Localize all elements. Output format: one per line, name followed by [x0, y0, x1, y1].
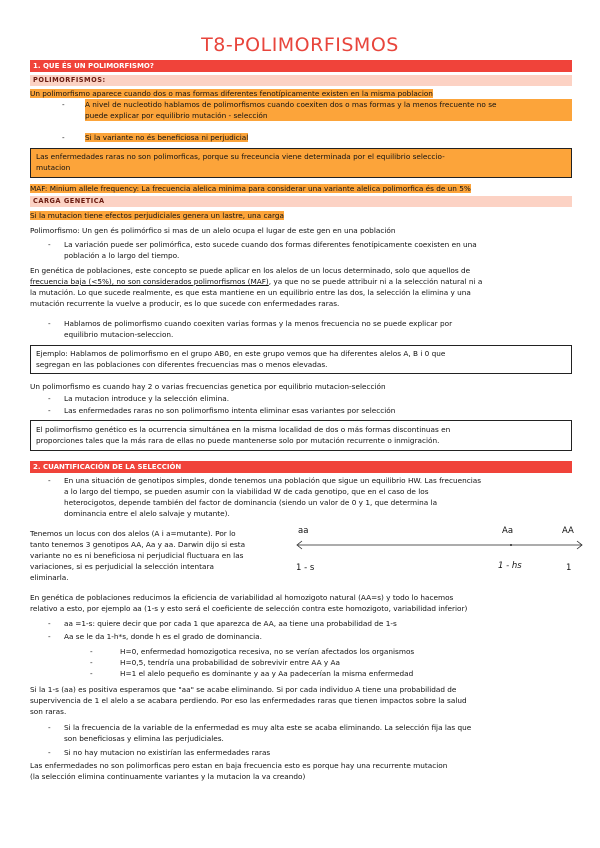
bullet-dash: -: [48, 619, 51, 628]
section-header-cuantificacion: 2. CUANTIFICACIÓN DE LA SELECCIÓN: [30, 461, 572, 473]
paragraph-recurrente-mutacion: Las enfermedades no son polimorficas pero estan en baja frecuencia esto es porque hay una recurrente mutacion (la selección elimina continuamente variantes y la mutacion la va creando): [30, 761, 448, 781]
bullet-sin-mutacion: Si no hay mutacion no existirían las enfermedades raras: [64, 748, 271, 757]
bullet-dash: -: [48, 723, 51, 732]
bullet-dash: -: [48, 632, 51, 641]
paragraph-eliminacion-aa: Si la 1-s (aa) es positiva esperamos que "aa" se acabe eliminando. Si por cada individuo A tiene una probabilidad de supervivencia de 1 el alelo a se acabara perdiendo. Por eso las enfermedades raras que tienen impactos sobre la salud son raras.: [30, 685, 467, 716]
bullet-dash: -: [62, 100, 65, 109]
paragraph-definicion: Un polimorfismo aparece cuando dos o mas formas diferentes fenotípicamente existen en la misma poblacion: [30, 89, 433, 98]
bullet-dash: -: [48, 240, 51, 249]
subbullet-h1: H=1 el alelo pequeño es dominante y aa y Aa padecerían la misma enfermedad: [120, 669, 414, 678]
bullet-dash: -: [48, 394, 51, 403]
paragraph-equilibrio: Un polimorfismo es cuando hay 2 o varias frecuencias genetica por equilibrio mutacion-selección: [30, 382, 386, 391]
paragraph-polimorfismo-gen: Polimorfismo: Un gen és polimórfico si mas de un alelo ocupa el lugar de este gen en una población: [30, 226, 396, 235]
fitness-value-AA: 1: [566, 563, 572, 573]
paragraph-eficiencia-variabilidad: En genética de poblaciones reducimos la eficiencia de variabilidad al homozigoto natural (AA=s) y todo lo hacemos relativo a esto, por ejemplo aa (1-s y esto será el coeficiente de selección contra este homozigoto, variabilidad inferior): [30, 593, 468, 613]
genotype-label-Aa: Aa: [502, 526, 514, 536]
bullet-dash: -: [90, 658, 93, 667]
bullet-dash: -: [48, 406, 51, 415]
bullet-dash: -: [62, 133, 65, 142]
bullet-genotipos-simples: En una situación de genotipos simples, donde tenemos una población que sigue un equilibrio HW. Las frecuencias a lo largo del tiempo, se pueden asumir con la viabilidad W de cada genotipo, que en el caso de los heterocigotos, depende también del factor de dominancia (siendo un valor de 0 y 1, que determina la dominancia entre el alelo salvaje y mutante).: [64, 476, 482, 518]
subbullet-h0: H=0, enfermedad homozigotica recesiva, no se verían afectados los organismos: [120, 647, 415, 656]
subheader-carga-genetica: CARGA GENETICA: [30, 196, 572, 207]
bullet-dash: -: [48, 748, 51, 757]
paragraph-locus-alelos: Tenemos un locus con dos alelos (A i a=mutante). Por lo tanto tenemos 3 genotipos AA, Aa y aa. Darwin dijo si esta variante no es ni beneficiosa ni perjudicial fluctuara en las variaciones, si es perjudicial la selección intentara eliminarla.: [30, 529, 246, 582]
bullet-coexisten: Hablamos de polimorfismo cuando coexiten varias formas y la menos frecuencia no se puede explicar por equilibrio mutacion-seleccion.: [64, 319, 453, 339]
bullet-dash: -: [90, 647, 93, 656]
bullet-mutacion-introduce: La mutacion introduce y la selección elimina.: [64, 394, 230, 403]
fitness-value-aa: 1 - s: [296, 563, 315, 573]
genotype-label-AA: AA: [562, 526, 574, 536]
fitness-axis-arrow: [292, 538, 587, 552]
fitness-value-Aa: 1 - hs: [498, 561, 522, 571]
paragraph-genetica-poblaciones: En genética de poblaciones, este concepto se puede aplicar en los alelos de un locus determinado, solo que aquellos de frecuencia baja (<5%), no son considerados polimorfismos (MAF), ya que no se puede attribuir ni a la selección natural ni a la mutación. Lo que sucede realmente, es que esta mantiene en un equilibrio entre las dos, la selección la elimina y una mutación recurrente la vuelve a producir, es lo que sucede con enfermedades raras.: [30, 266, 483, 308]
note-box-enfermedades-raras: Las enfermedades raras no son polimorficas, porque su freceuncia viene determinada por el equilibrio seleccio- mutacion: [30, 148, 572, 178]
bullet-frecuencia-alta: Si la frecuencia de la variable de la enfermedad es muy alta este se acaba eliminando. La selección fija las que son beneficiosas y elimina las perjudiciales.: [64, 723, 472, 743]
bullet-Aa-dominancia: Aa se le da 1-h*s, donde h es el grado de dominancia.: [64, 632, 262, 641]
paragraph-maf: MAF: Minium allele frequency: La frecuencia alelica minima para considerar una variante alelica polimorfica és de un 5%: [30, 184, 471, 193]
bullet-enfermedades-raras: Las enfermedades raras no son polimorfismo intenta eliminar esas variantes por selección: [64, 406, 396, 415]
bullet-aa-1-s: aa =1-s: quiere decir que por cada 1 que aparezca de AA, aa tiene una probabilidad de 1-s: [64, 619, 397, 628]
bullet-nucleotido: A nivel de nucleotido hablamos de polimorfismos cuando coexiten dos o mas formas y la menos frecuente no se puede explicar por equilibrio mutación - selección: [85, 99, 572, 121]
genotype-label-aa: aa: [298, 526, 309, 536]
bullet-dash: -: [48, 476, 51, 485]
bullet-dash: -: [90, 669, 93, 678]
bullet-variante-neutral: Si la variante no és beneficiosa ni perjudicial: [85, 133, 249, 142]
bullet-variacion: La variación puede ser polimórfica, esto sucede cuando dos formas diferentes fenotípicamente coexisten en una población a lo largo del tiempo.: [64, 240, 477, 260]
page-title: T8-POLIMORFISMOS: [201, 34, 399, 56]
paragraph-carga: Si la mutacion tiene efectos perjudiciales genera un lastre, una carga: [30, 211, 284, 220]
subheader-polimorfismos: POLIMORFISMOS:: [30, 75, 572, 86]
note-box-ejemplo-ab0: Ejemplo: Hablamos de polimorfismo en el grupo AB0, en este grupo vemos que ha diferentes alelos A, B i 0 que segregan en las poblaciones con diferentes frecuencias mas o menos elevadas.: [30, 345, 572, 374]
note-box-definicion-polimorfismo: El polimorfismo genético es la ocurrencia simultánea en la misma localidad de dos o más formas discontinuas en proporciones tales que la más rara de ellas no puede mantenerse solo por mutación recurrente o inmigración.: [30, 420, 572, 451]
bullet-dash: -: [48, 319, 51, 328]
subbullet-h05: H=0,5, tendría una probabilidad de sobrevivir entre AA y Aa: [120, 658, 341, 667]
section-header-que-es: 1. QUE ÉS UN POLIMORFISMO?: [30, 60, 572, 72]
